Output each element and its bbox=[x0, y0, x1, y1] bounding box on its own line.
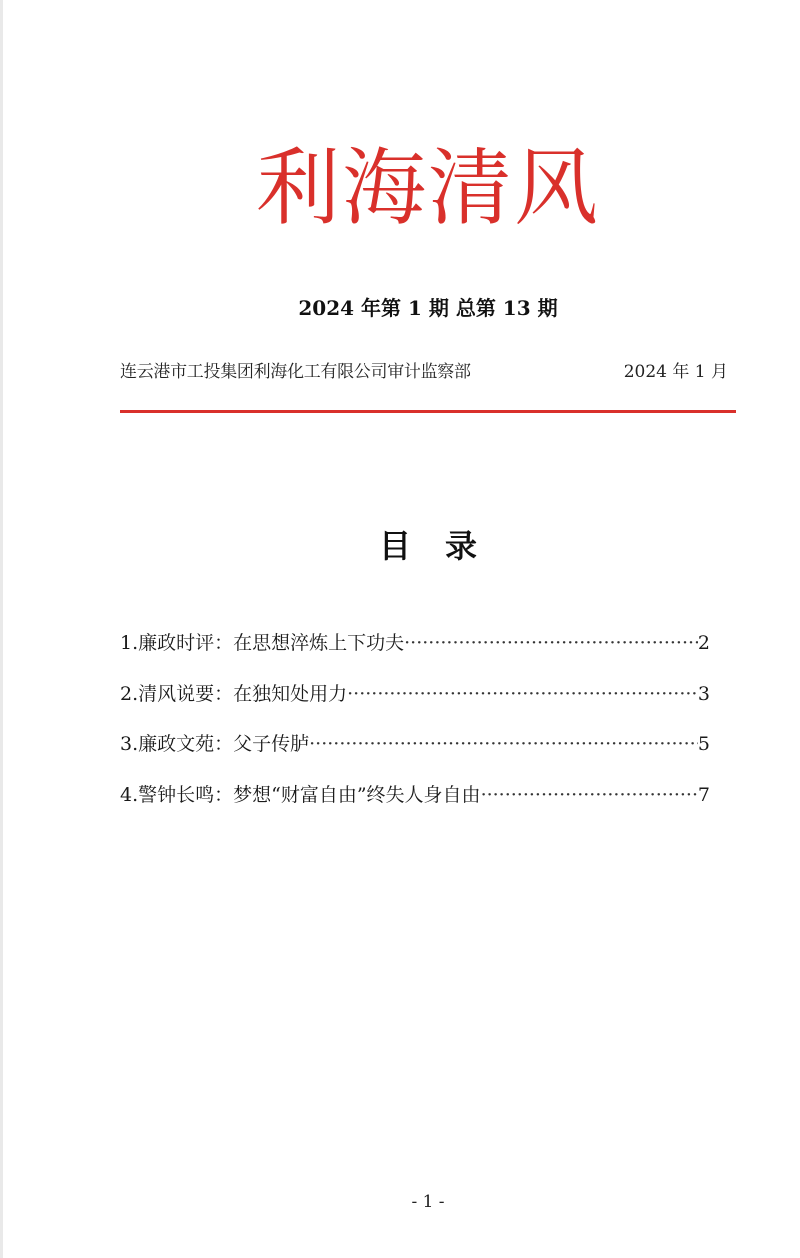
toc-item-page: 5 bbox=[697, 733, 710, 755]
page-number: - 1 - bbox=[411, 1192, 445, 1212]
toc-item-label: 4.警钟长鸣：梦想“财富自由”终失人身自由 bbox=[120, 783, 481, 806]
toc-item-page: 7 bbox=[697, 783, 710, 806]
toc-item[interactable] bbox=[120, 628, 710, 679]
toc-item-label: 1.廉政时评：在思想淬炼上下功夫 bbox=[120, 632, 405, 654]
toc-item-label: 2.清风说要：在独知处用力 bbox=[120, 682, 348, 705]
organization-name: 连云港市工投集团利海化工有限公司审计监察部 bbox=[120, 362, 471, 382]
toc-list bbox=[120, 628, 710, 830]
header-divider bbox=[120, 410, 736, 413]
toc-item[interactable] bbox=[120, 729, 710, 780]
toc-leader-dots bbox=[404, 628, 698, 658]
toc-item-page: 3 bbox=[697, 682, 710, 705]
toc-item-page: 2 bbox=[697, 632, 710, 654]
toc-item[interactable] bbox=[120, 679, 710, 730]
toc-item-label: 3.廉政文苑：父子传胪 bbox=[120, 733, 310, 755]
masthead-title: 利海清风 bbox=[255, 139, 600, 237]
toc-leader-dots bbox=[481, 780, 698, 810]
issue-number: 2024 年第 1 期 总第 13 期 bbox=[298, 296, 558, 320]
toc-leader-dots bbox=[347, 679, 698, 709]
toc-leader-dots bbox=[309, 729, 698, 759]
toc-title: 目录 bbox=[378, 527, 511, 565]
toc-item[interactable] bbox=[120, 780, 710, 831]
issue-date: 2024 年 1 月 bbox=[623, 362, 728, 382]
